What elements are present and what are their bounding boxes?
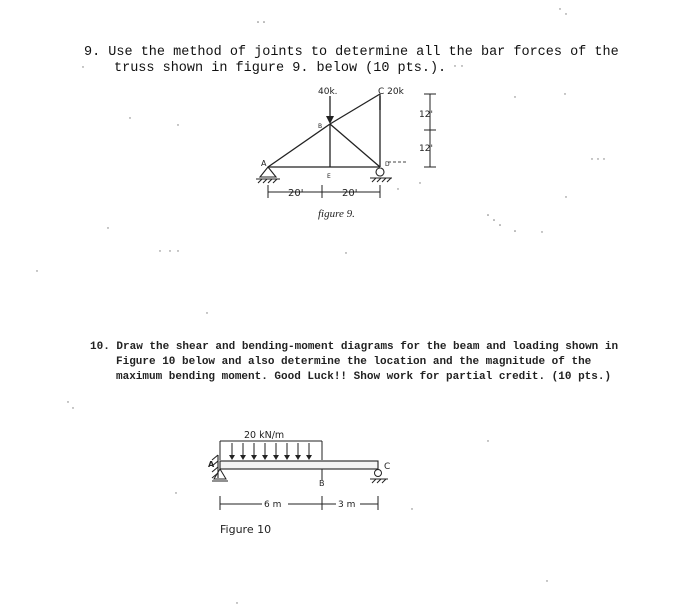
node-label-c: C bbox=[384, 462, 391, 472]
problem-9-line-2: truss shown in figure 9. below (10 pts.). bbox=[114, 61, 447, 76]
node-label-d: D bbox=[385, 161, 390, 168]
node-label-a: A bbox=[261, 159, 267, 168]
load-label: 20 kN/m bbox=[244, 430, 285, 441]
node-label-b: B bbox=[319, 479, 325, 488]
dim-label-right: 20' bbox=[342, 188, 358, 199]
node-label-b: B bbox=[318, 123, 323, 130]
node-label-a: A bbox=[208, 460, 215, 469]
problem-10-line-2: Figure 10 below and also determine the location and the magnitude of the bbox=[116, 356, 592, 368]
figure-9-caption: figure 9. bbox=[318, 208, 355, 220]
beam-body bbox=[220, 461, 378, 469]
problem-10-line-1: 10. Draw the shear and bending-moment diagrams for the beam and loading shown in bbox=[90, 341, 619, 353]
load-label-c: C 20k bbox=[378, 87, 404, 97]
dim-label-left: 20' bbox=[288, 188, 304, 199]
dim-label-bottom: 12' bbox=[419, 144, 433, 154]
problem-10-line-3: maximum bending moment. Good Luck!! Show work for partial credit. (10 pts.) bbox=[116, 371, 612, 383]
problem-9-line-1: 9. Use the method of joints to determine all the bar forces of the bbox=[84, 45, 619, 60]
dim-label-top: 12' bbox=[419, 110, 433, 120]
dim-label-left: 6 m bbox=[264, 500, 282, 510]
dim-label-right: 3 m bbox=[338, 500, 356, 510]
figure-10-caption: Figure 10 bbox=[220, 523, 272, 536]
load-label-b: 40k. bbox=[318, 87, 338, 97]
node-label-e: E bbox=[327, 173, 331, 180]
